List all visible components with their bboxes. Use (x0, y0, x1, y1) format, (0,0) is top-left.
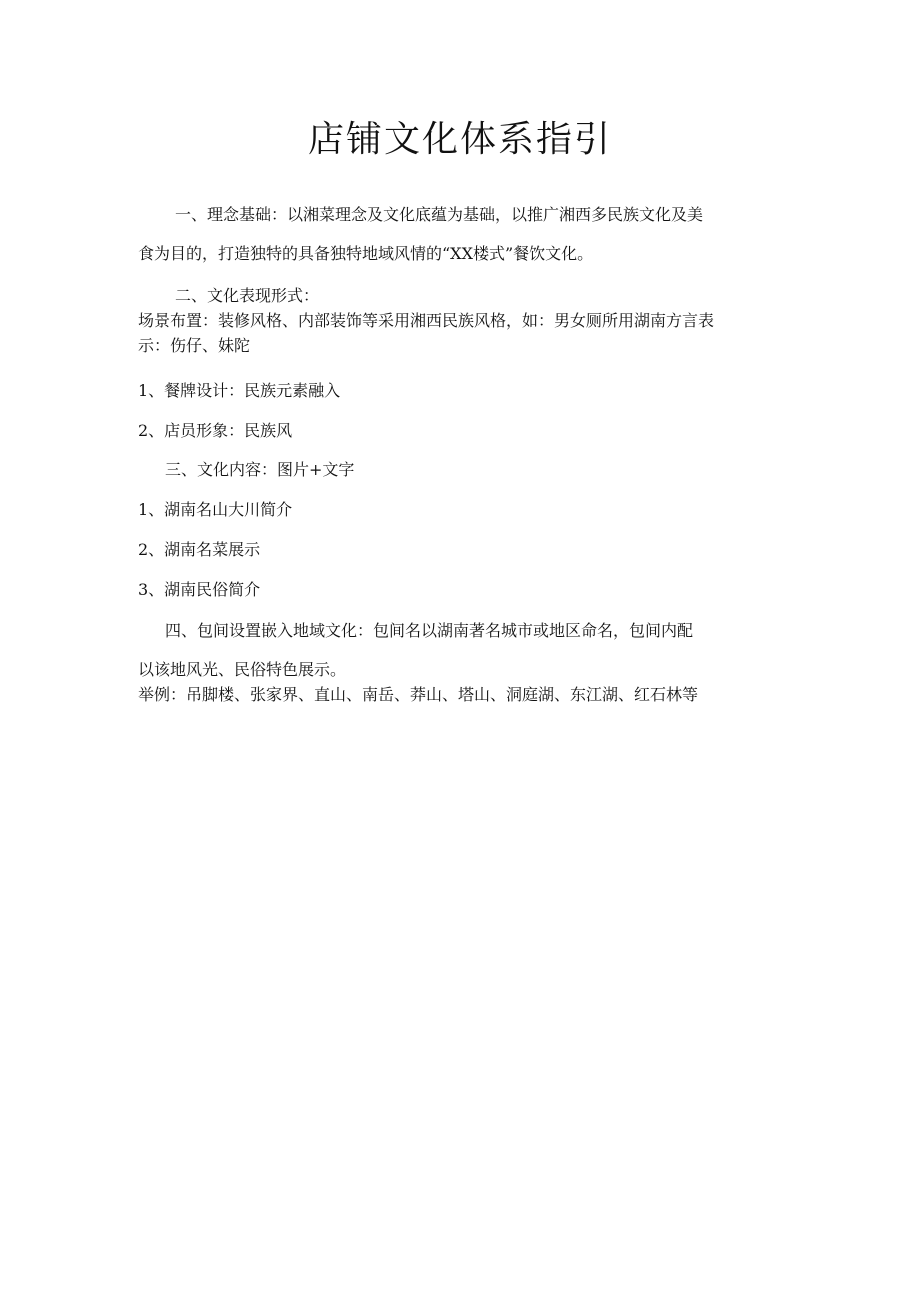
document-title: 店铺文化体系指引 (307, 119, 612, 160)
scene-layout-continuation-line: 示：伤仔、妹陀 (138, 336, 251, 355)
examples-line: 举例：吊脚楼、张家界、直山、南岳、莽山、塔山、洞庭湖、东江湖、红石林等 (138, 685, 699, 704)
list-item-folk-customs: 3、湖南民俗简介 (138, 580, 261, 599)
list-item-famous-dishes: 2、湖南名菜展示 (138, 540, 261, 559)
list-item-menu-design: 1、餐牌设计：民族元素融入 (138, 381, 341, 400)
section-1-continuation-line: 食为目的，打造独特的具备独特地域风情的“XX楼式”餐饮文化。 (138, 244, 594, 263)
scene-layout-line: 场景布置：装修风格、内部装饰等采用湘西民族风格，如：男女厕所用湖南方言表 (138, 311, 715, 330)
section-2-heading: 二、文化表现形式： (175, 286, 320, 305)
section-4-heading-line: 四、包间设置嵌入地域文化：包间名以湖南著名城市或地区命名，包间内配 (165, 621, 694, 640)
list-item-mountains-rivers: 1、湖南名山大川简介 (138, 500, 293, 519)
section-4-continuation-line: 以该地风光、民俗特色展示。 (138, 660, 347, 679)
list-item-staff-image: 2、店员形象：民族风 (138, 421, 293, 440)
section-3-heading: 三、文化内容：图片+文字 (165, 460, 355, 479)
section-1-heading-line: 一、理念基础：以湘菜理念及文化底蕴为基础，以推广湘西多民族文化及美 (175, 205, 704, 224)
